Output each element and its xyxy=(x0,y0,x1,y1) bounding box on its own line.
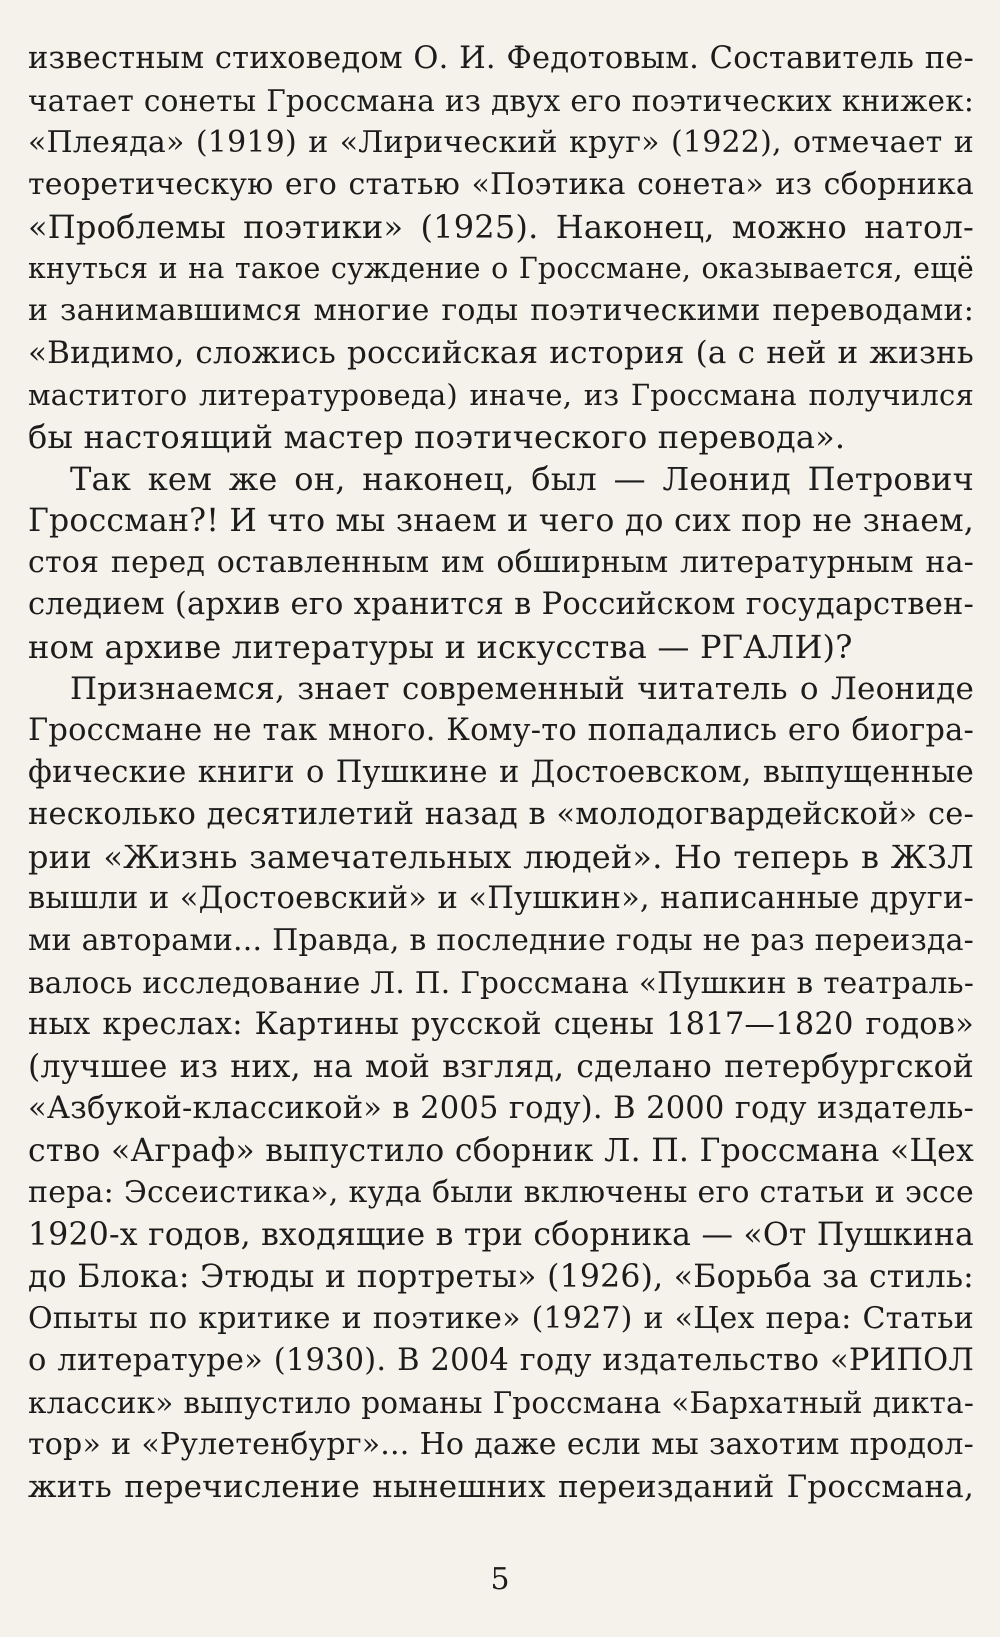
text-line: фические книги о Пушкине и Достоевском, выпущенные xyxy=(28,755,974,790)
text-line: Признаемся, знает современный читатель о Леониде xyxy=(70,671,974,707)
text-line: ми авторами... Правда, в последние годы не раз переизда- xyxy=(28,923,974,958)
text-line: (лучшее из них, на мой взгляд, сделано петербургской xyxy=(28,1049,974,1085)
text-line: валось исследование Л. П. Гроссмана «Пушкин в театраль- xyxy=(28,966,974,1000)
text-line: тор» и «Рулетенбург»... Но даже если мы захотим продол- xyxy=(28,1427,974,1462)
text-line: бы настоящий мастер поэтического перевода». xyxy=(28,418,846,456)
text-line: Так кем же он, наконец, был — Леонид Петрович xyxy=(70,460,974,498)
text-line: Гроссмане не так много. Кому-то попадались его биогра- xyxy=(28,713,974,748)
page-body xyxy=(28,38,974,1508)
text-line: следием (архив его хранится в Российском государствен- xyxy=(28,587,974,622)
text-line: ных креслах: Картины русской сцены 1817—1820 годов» xyxy=(28,1007,974,1042)
paragraph-2 xyxy=(28,458,974,668)
text-line: маститого литературоведа) иначе, из Гроссмана получился xyxy=(28,378,974,412)
text-line: «Плеяда» (1919) и «Лирический круг» (1922), отмечает и xyxy=(28,125,974,160)
text-line: Гроссман?! И что мы знаем и чего до сих пор не знаем, xyxy=(28,503,974,539)
text-line: рии «Жизнь замечательных людей». Но теперь в ЖЗЛ xyxy=(28,838,974,876)
text-line: несколько десятилетий назад в «молодогвардейской» се- xyxy=(28,797,974,832)
text-line: и занимавшимся многие годы поэтическими переводами: xyxy=(28,293,974,328)
page-number: 5 xyxy=(490,1562,510,1597)
paragraph-3 xyxy=(28,668,974,1508)
text-line: Опыты по критике и поэтике» (1927) и «Цех пера: Статьи xyxy=(28,1301,974,1336)
text-line: известным стиховедом О. И. Федотовым. Составитель пе- xyxy=(28,41,974,76)
text-line: жить перечисление нынешних переизданий Гроссмана, xyxy=(28,1469,974,1505)
text-line: ном архиве литературы и искусства — РГАЛИ)? xyxy=(28,628,853,666)
text-line: «Видимо, сложись российская история (а с ней и жизнь xyxy=(28,335,974,371)
text-line: кнуться и на такое суждение о Гроссмане, оказывается, ещё xyxy=(28,252,974,285)
text-line: 1920-х годов, входящие в три сборника — «От Пушкина xyxy=(28,1217,974,1253)
paragraph-1 xyxy=(28,38,974,458)
text-line: пера: Эссеистика», куда были включены его статьи и эссе xyxy=(28,1175,974,1210)
text-line: ство «Аграф» выпустило сборник Л. П. Гроссмана «Цех xyxy=(28,1133,974,1169)
text-line: до Блока: Этюды и портреты» (1926), «Борьба за стиль: xyxy=(28,1259,974,1295)
text-line: «Проблемы поэтики» (1925). Наконец, можно натол- xyxy=(28,208,974,246)
text-line: чатает сонеты Гроссмана из двух его поэтических книжек: xyxy=(28,84,974,118)
text-line: о литературе» (1930). В 2004 году издательство «РИПОЛ xyxy=(28,1343,974,1378)
text-line: классик» выпустило романы Гроссмана «Бархатный дикта- xyxy=(28,1386,974,1420)
text-line: стоя перед оставленным им обширным литературным на- xyxy=(28,545,974,580)
text-line: «Азбукой-классикой» в 2005 году). В 2000 году издатель- xyxy=(28,1091,974,1126)
text-line: вышли и «Достоевский» и «Пушкин», написанные други- xyxy=(28,881,974,916)
text-line: теоретическую его статью «Поэтика сонета» из сборника xyxy=(28,167,974,202)
